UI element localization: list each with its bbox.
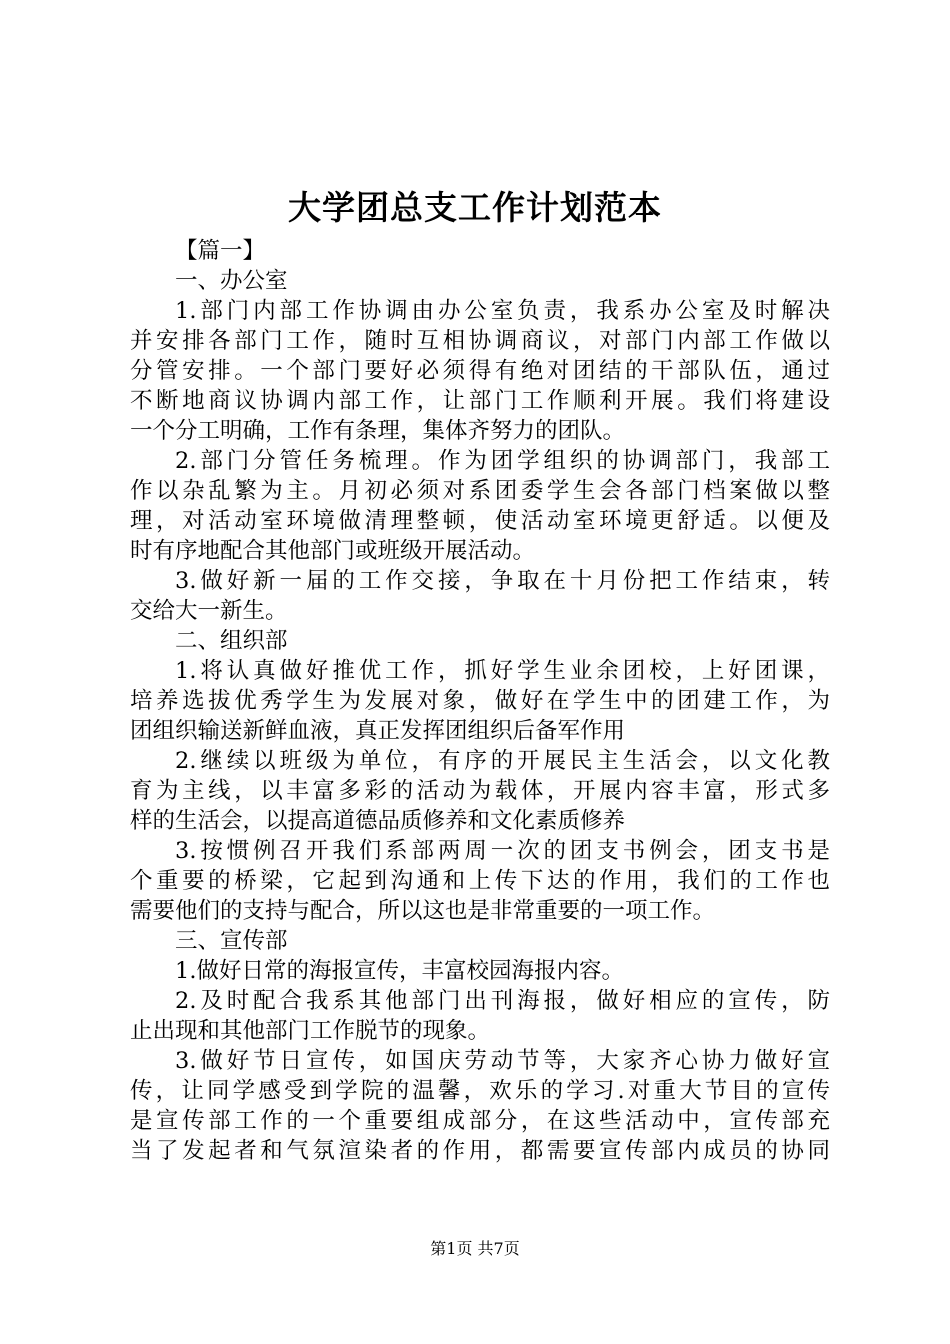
paragraph-line: 1.将认真做好推优工作，抓好学生业余团校，上好团课， xyxy=(175,658,830,684)
paragraph-line: 一个分工明确，工作有条理，集体齐努力的团队。 xyxy=(130,418,626,444)
paragraph-line: 2.及时配合我系其他部门出刊海报，做好相应的宣传，防 xyxy=(175,988,830,1014)
paragraph-line: 交给大一新生。 xyxy=(130,598,288,624)
paragraph-line: 时有序地配合其他部门或班级开展活动。 xyxy=(130,538,536,564)
paragraph-line: 个重要的桥梁，它起到沟通和上传下达的作用，我们的工作也 xyxy=(130,868,830,894)
paragraph-line: 并安排各部门工作，随时互相协调商议，对部门内部工作做以 xyxy=(130,328,830,354)
section-heading: 三、宣传部 xyxy=(175,928,288,954)
paragraph-line: 2.部门分管任务梳理。作为团学组织的协调部门，我部工 xyxy=(175,448,830,474)
paragraph-line: 团组织输送新鲜血液，真正发挥团组织后备军作用 xyxy=(130,718,626,744)
paragraph-line: 3.按惯例召开我们系部两周一次的团支书例会，团支书是 xyxy=(175,838,830,864)
document-title: 大学团总支工作计划范本 xyxy=(288,188,662,227)
paragraph-line: 3.做好节日宣传，如国庆劳动节等，大家齐心协力做好宣 xyxy=(175,1048,830,1074)
section-heading: 一、办公室 xyxy=(175,268,288,294)
paragraph-line: 3.做好新一届的工作交接，争取在十月份把工作结束，转 xyxy=(175,568,830,594)
section-heading: 二、组织部 xyxy=(175,628,288,654)
paragraph-line: 1.做好日常的海报宣传，丰富校园海报内容。 xyxy=(175,958,624,984)
paragraph-line: 作以杂乱繁为主。月初必须对系团委学生会各部门档案做以整 xyxy=(130,478,830,504)
paragraph-line: 样的生活会，以提高道德品质修养和文化素质修养 xyxy=(130,808,626,834)
paragraph-line: 2.继续以班级为单位，有序的开展民主生活会，以文化教 xyxy=(175,748,830,774)
paragraph-line: 是宣传部工作的一个重要组成部分，在这些活动中，宣传部充 xyxy=(130,1108,830,1134)
paragraph-line: 传，让同学感受到学院的温馨，欢乐的学习.对重大节目的宣传 xyxy=(130,1078,830,1104)
page-footer: 第1页 共7页 xyxy=(430,1239,520,1258)
paragraph-line: 当了发起者和气氛渲染者的作用，都需要宣传部内成员的协同 xyxy=(130,1138,830,1164)
paragraph-line: 1.部门内部工作协调由办公室负责，我系办公室及时解决 xyxy=(175,298,830,324)
document-body xyxy=(130,236,830,1166)
paragraph-line: 止出现和其他部门工作脱节的现象。 xyxy=(130,1018,491,1044)
paragraph-line: 分管安排。一个部门要好必须得有绝对团结的干部队伍，通过 xyxy=(130,358,830,384)
paragraph-line: 培养选拔优秀学生为发展对象，做好在学生中的团建工作，为 xyxy=(130,688,830,714)
paragraph-line: 不断地商议协调内部工作，让部门工作顺利开展。我们将建设 xyxy=(130,388,830,414)
paragraph-line: 理，对活动室环境做清理整顿，使活动室环境更舒适。以便及 xyxy=(130,508,830,534)
section-label: 【篇一】 xyxy=(175,238,266,264)
paragraph-line: 需要他们的支持与配合，所以这也是非常重要的一项工作。 xyxy=(130,898,716,924)
paragraph-line: 育为主线，以丰富多彩的活动为载体，开展内容丰富，形式多 xyxy=(130,778,830,804)
